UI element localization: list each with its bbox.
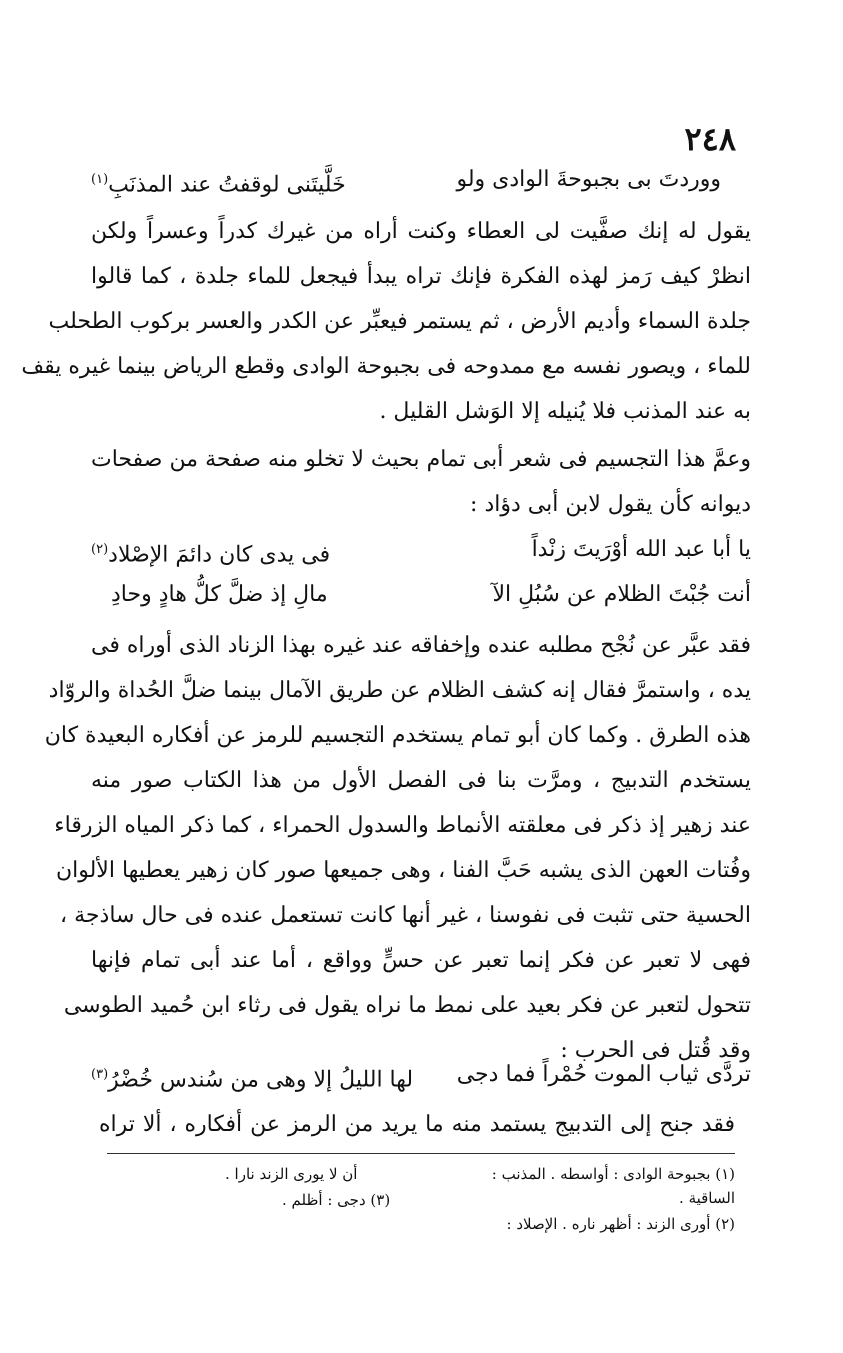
verse-hemistich-text: لها الليلُ إلا وهى من سُندس خُضْرُ bbox=[108, 1067, 414, 1093]
footnote-ref-3: (٣) bbox=[91, 1067, 109, 1082]
footnote-1: (١) بجبوحة الوادى : أواسطه . المذنب : bbox=[491, 1165, 735, 1183]
footnote-1-cont: الساقية . bbox=[679, 1189, 735, 1207]
para1-line: للماء ، ويصور نفسه مع ممدوحه فى بجبوحة الوادى وقطع الرياض بينما غيره يقف bbox=[21, 354, 751, 379]
verse-hemistich-first: أنت جُبْتَ الظلام عن سُبُلِ الآ bbox=[492, 582, 751, 607]
para2-line: ديوانه كأن يقول لابن أبى دؤاد : bbox=[470, 492, 751, 517]
verse-hemistich-text: فى يدى كان دائمَ الإصْلاد bbox=[108, 542, 331, 568]
footnote-2: (٢) أورى الزند : أظهر ناره . الإصلاد : bbox=[506, 1215, 735, 1233]
verse-hemistich-first: ووردتَ بى بجبوحةَ الوادى ولو bbox=[456, 167, 721, 192]
para1-line: جلدة السماء وأديم الأرض ، ثم يستمر فيعبِّر عن الكدر والعسر بركوب الطحلب bbox=[48, 309, 751, 334]
para3-line: عند زهير إذ ذكر فى معلقته الأنماط والسدول الحمراء ، كما ذكر المياه الزرقاء bbox=[54, 813, 751, 838]
verse-hemistich-second bbox=[91, 160, 346, 205]
para3-line: الحسية حتى تثبت فى نفوسنا ، غير أنها كانت تستعمل عنده فى حال ساذجة ، bbox=[60, 903, 751, 928]
para3-line: يستخدم التدبيج ، ومرَّت بنا فى الفصل الأول من هذا الكتاب صور منه bbox=[91, 768, 751, 793]
verse-hemistich-first: يا أبا عبد الله أوْرَيتَ زنْداً bbox=[531, 537, 751, 562]
para3-line: وقد قُتل فى الحرب : bbox=[560, 1038, 751, 1063]
verse-line-1 bbox=[91, 160, 751, 200]
para1-line: به عند المذنب فلا يُنيله إلا الوَشل القليل . bbox=[379, 399, 751, 424]
verse-hemistich-second bbox=[91, 530, 330, 575]
verse-line-4 bbox=[91, 1055, 751, 1095]
para3-line: هذه الطرق . وكما كان أبو تمام يستخدم التجسيم للرمز عن أفكاره البعيدة كان bbox=[44, 723, 751, 748]
verse-line-3 bbox=[91, 575, 751, 615]
verse-line-2 bbox=[91, 530, 751, 570]
para3-line: فهى لا تعبر عن فكر إنما تعبر عن حسٍّ وواقع ، أما عند أبى تمام فإنها bbox=[91, 948, 751, 973]
footnote-2-cont: أن لا يورى الزند نارا . bbox=[225, 1165, 358, 1183]
page-number: ٢٤٨ bbox=[684, 120, 736, 158]
para3-line: وفُتات العهن الذى يشبه حَبَّ الفنا ، وهى جميعها صور كان زهير يعطيها الألوان bbox=[55, 858, 751, 883]
verse-hemistich-second bbox=[91, 1055, 413, 1100]
verse-hemistich-text: خَلَّيتَنى لوقفتُ عند المذنَبِ bbox=[108, 172, 346, 198]
footnote-ref-2: (٢) bbox=[91, 542, 109, 557]
para3-line: فقد عبَّر عن نُجْح مطلبه عنده وإخفاقه عند غيره بهذا الزناد الذى أوراه فى bbox=[91, 633, 751, 658]
para1-line: يقول له إنك صفَّيت لى العطاء وكنت أراه من غيرك كدراً وعسراً ولكن bbox=[91, 219, 751, 244]
footnote-3: (٣) دجى : أظلم . bbox=[282, 1191, 391, 1209]
para3-line: تتحول لتعبر عن فكر بعيد على نمط ما نراه يقول فى رثاء ابن حُميد الطوسى bbox=[63, 993, 751, 1018]
verse-hemistich-second: مالِ إذ ضلَّ كلُّ هادٍ وحادِ bbox=[111, 582, 328, 607]
footnote-divider bbox=[107, 1153, 735, 1154]
footnote-ref-1: (١) bbox=[91, 172, 109, 187]
para3-line: يده ، واستمرَّ فقال إنه كشف الظلام عن طريق الآمال بينما ضلَّ الحُداة والروّاد bbox=[48, 678, 751, 703]
para1-line: انظرْ كيف رَمز لهذه الفكرة فإنك تراه يبدأ فيجعل للماء جلدة ، كما قالوا bbox=[91, 264, 751, 289]
para2-line: وعمَّ هذا التجسيم فى شعر أبى تمام بحيث لا تخلو منه صفحة من صفحات bbox=[91, 447, 751, 472]
verse-hemistich-first: تردَّى ثياب الموت حُمْراً فما دجى bbox=[456, 1062, 751, 1087]
para4-line: فقد جنح إلى التدبيج يستمد منه ما يريد من الرمز عن أفكاره ، ألا تراه bbox=[99, 1112, 735, 1137]
